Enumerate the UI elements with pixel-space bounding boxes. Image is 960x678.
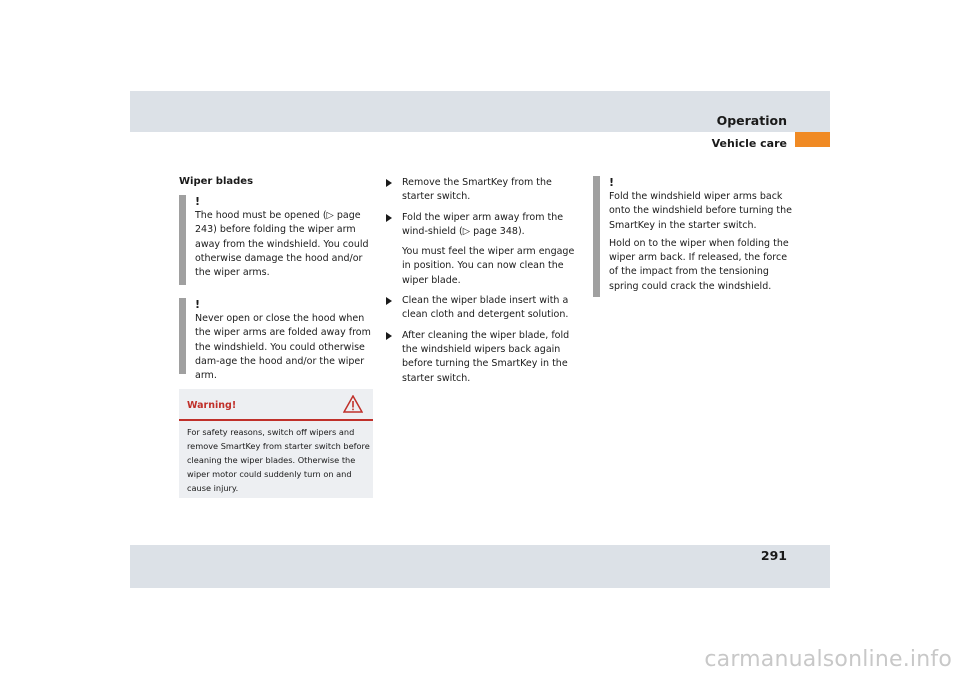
note-text: The hood must be opened (▷ page 243) before folding the wiper arm away from the windshield. You could otherwise damage the hood and/or the wiper arms.: [195, 210, 369, 279]
attention-icon: !: [195, 195, 201, 208]
step-detail: You must feel the wiper arm engage in position. You can now clean the wiper blade.: [402, 246, 575, 286]
hood-open-note: [179, 298, 373, 382]
step-item: [384, 211, 584, 288]
note-bar: [179, 195, 186, 285]
windshield-note: [593, 176, 793, 297]
hood-note: [179, 195, 373, 285]
note-bar: [593, 176, 600, 297]
note-bar: [179, 298, 186, 374]
step-text: Clean the wiper blade insert with a clean cloth and detergent solution.: [402, 295, 569, 321]
warning-triangle-icon: [343, 395, 363, 413]
note-text: Never open or close the hood when the wiper arms are folded away from the windshield. You could otherwise dam-age the hood and/or the wiper arm.: [195, 313, 371, 382]
footer-band: [130, 545, 830, 588]
step-arrow-icon: [386, 214, 392, 222]
watermark: carmanualsonline.info: [704, 647, 952, 672]
attention-icon: !: [609, 176, 615, 189]
note-paragraph: Hold on to the wiper when folding the wiper arm back. If released, the force of the impact from the tensioning spring could crack the windshield.: [609, 237, 789, 292]
step-item: [384, 176, 584, 205]
step-item: [384, 294, 584, 323]
instruction-steps: [384, 176, 584, 392]
attention-icon: !: [195, 298, 201, 311]
subsection-title: Vehicle care: [711, 137, 787, 150]
step-arrow-icon: [386, 332, 392, 340]
step-arrow-icon: [386, 179, 392, 187]
step-text: Fold the wiper arm away from the wind-shield (▷ page 348).: [402, 211, 564, 237]
warning-text: For safety reasons, switch off wipers and remove SmartKey from starter switch before cleaning the wiper blades. Otherwise the wiper motor could suddenly turn on and cause injury.: [187, 427, 370, 493]
step-item: [384, 329, 584, 386]
warning-divider: [179, 419, 373, 421]
warning-title: Warning!: [187, 400, 237, 411]
page-number: 291: [760, 548, 787, 563]
step-text: Remove the SmartKey from the starter switch.: [402, 177, 552, 203]
section-tab-marker: [795, 132, 830, 147]
step-text: After cleaning the wiper blade, fold the windshield wipers back again before turning the SmartKey in the starter switch.: [402, 329, 570, 384]
warning-box: [179, 389, 373, 498]
topic-heading: Wiper blades: [179, 176, 254, 187]
note-paragraph: Fold the windshield wiper arms back onto the windshield before turning the SmartKey in the starter switch.: [609, 191, 793, 231]
step-arrow-icon: [386, 297, 392, 305]
section-title: Operation: [716, 113, 787, 128]
